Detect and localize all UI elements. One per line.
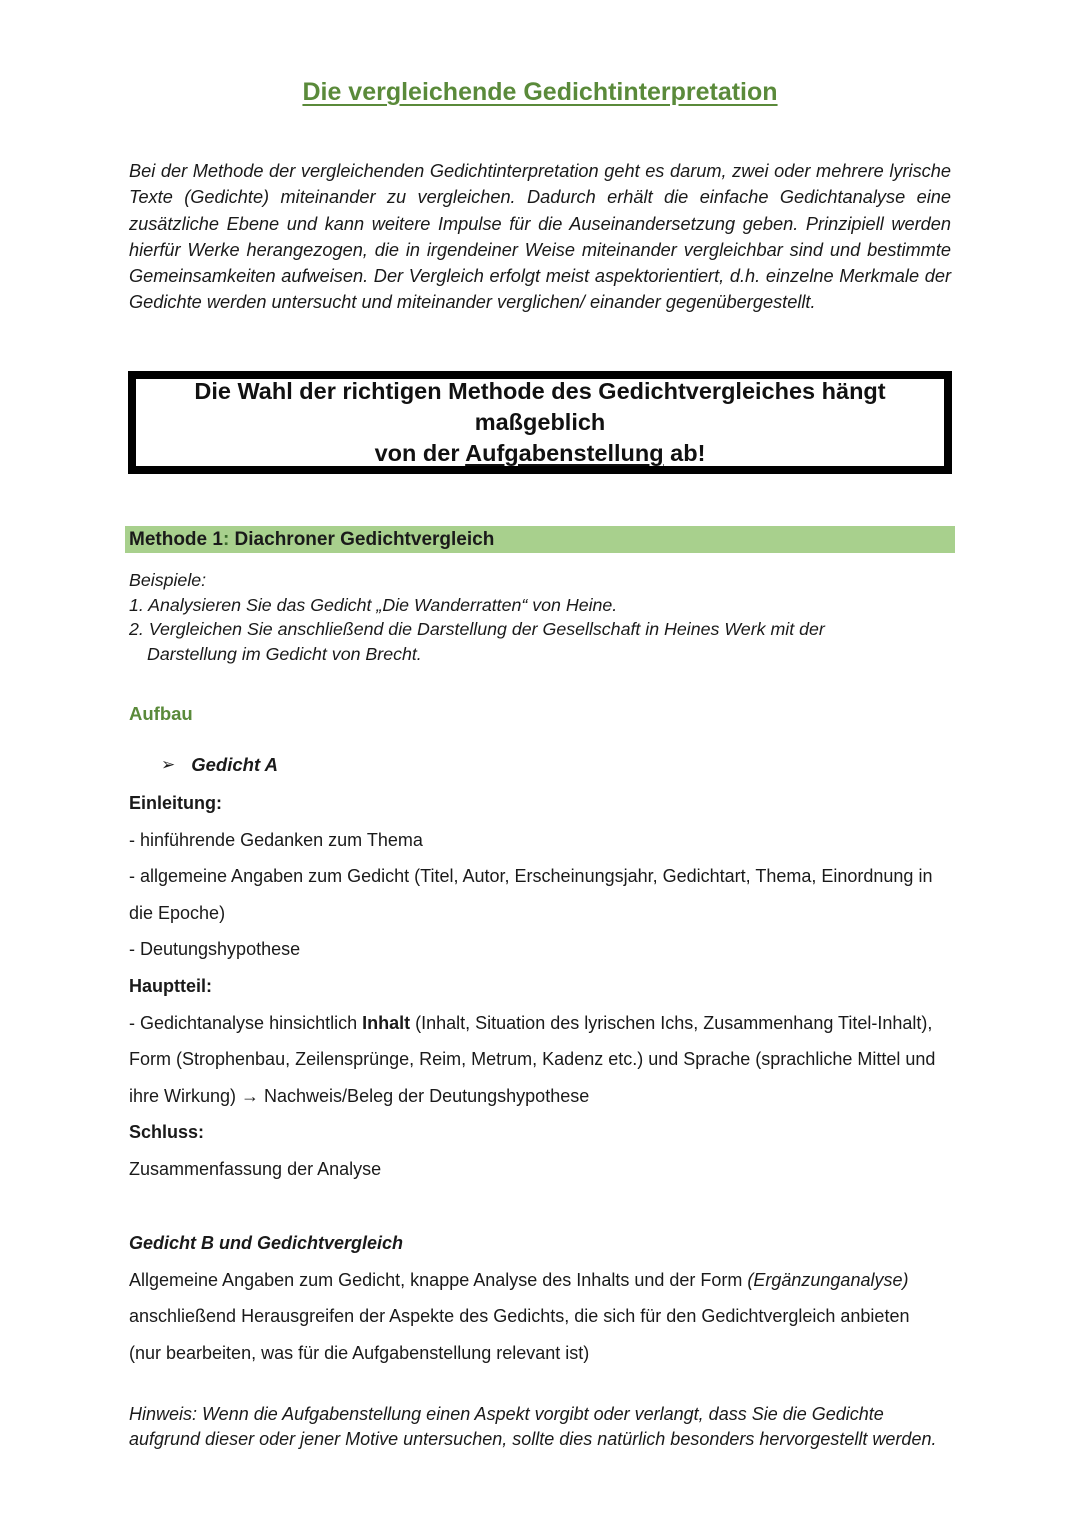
hinweis-line-2: aufgrund dieser oder jener Motive untersuchen, sollte dies natürlich besonders hervorgestellt werden. [129, 1428, 937, 1449]
gedicht-b-line-1-pre: Allgemeine Angaben zum Gedicht, knappe Analyse des Inhalts und der Form [129, 1269, 748, 1290]
gedicht-b-line-1-italic: (Ergänzunganalyse) [747, 1269, 909, 1290]
gedicht-b-line-2: anschließend Herausgreifen der Aspekte des Gedichts, die sich für den Gedichtvergleich anbieten [129, 1306, 910, 1327]
method-label: Methode 1 [129, 529, 223, 550]
examples-block [129, 568, 949, 666]
example-item-2: 2. Vergleichen Sie anschließend die Darstellung der Gesellschaft in Heines Werk mit der [129, 619, 825, 640]
callout-line-1: Die Wahl der richtigen Methode des Gedichtvergleiches hängt maßgeblich [194, 378, 886, 435]
hauptteil-line-1-post: (Inhalt, Situation des lyrischen Ichs, Zusammenhang Titel-Inhalt), [410, 1012, 933, 1033]
einleitung-heading: Einleitung: [129, 793, 222, 813]
gedicht-b-line-3: (nur bearbeiten, was für die Aufgabenstellung relevant ist) [129, 1342, 590, 1363]
method-heading-bar [125, 526, 955, 553]
gedicht-a-label: Gedicht A [191, 754, 278, 775]
hauptteil-line-2: Form (Strophenbau, Zeilensprünge, Reim, Metrum, Kadenz etc.) und Sprache (sprachliche Mittel und [129, 1049, 936, 1070]
callout-post: ab! [663, 440, 706, 466]
structure-body [129, 785, 959, 1188]
schluss-line-1: Zusammenfassung der Analyse [129, 1158, 382, 1179]
method-name: Diachroner Gedichtvergleich [229, 529, 495, 550]
schluss-heading: Schluss: [129, 1122, 205, 1143]
einleitung-line-3: die Epoche) [129, 902, 226, 923]
example-item-1: 1. Analysieren Sie das Gedicht „Die Wanderratten“ von Heine. [129, 594, 618, 615]
page-title: Die vergleichende Gedichtinterpretation [302, 78, 778, 106]
gedicht-b-section [129, 1225, 959, 1371]
hinweis-note [129, 1402, 959, 1451]
hauptteil-line-1-pre: - Gedichtanalyse hinsichtlich [129, 1012, 363, 1033]
gedicht-a-item [161, 754, 278, 776]
callout-pre: von der [374, 440, 466, 466]
arrow-bullet-icon: ➢ [161, 755, 176, 774]
hauptteil-line-3: ihre Wirkung) → Nachweis/Beleg der Deutungshypothese [129, 1085, 590, 1106]
hauptteil-line-1 [129, 1005, 959, 1042]
einleitung-line-1: - hinführende Gedanken zum Thema [129, 829, 423, 850]
intro-paragraph: Bei der Methode der vergleichenden Gedichtinterpretation geht es darum, zwei oder mehrere lyrische Texte (Gedichte) miteinander zu vergleichen. Dadurch erhält die einfache Gedichtanalyse eine zusätzliche Ebene und kann weitere Impulse für die Auseinandersetzung geben. Prinzipiell werden hierfür Werke herangezogen, die in irgendeiner Weise miteinander vergleichbar sind und bestimmte Gemeinsamkeiten aufweisen. Der Vergleich erfolgt meist aspektorientiert, d.h. einzelne Merkmale der Gedichte werden untersucht und miteinander verglichen/ einander gegenübergestellt. [129, 161, 951, 313]
gedicht-b-heading: Gedicht B und Gedichtvergleich [129, 1233, 404, 1253]
einleitung-line-2: - allgemeine Angaben zum Gedicht (Titel, Autor, Erscheinungsjahr, Gedichtart, Thema, Einordnung in [129, 866, 933, 887]
aufbau-heading: Aufbau [129, 703, 193, 724]
method-colon: : [222, 529, 230, 550]
hauptteil-line-1-bold: Inhalt [362, 1012, 411, 1033]
callout-text [136, 376, 944, 469]
examples-heading: Beispiele: [129, 570, 207, 590]
gedicht-b-line-1 [129, 1262, 959, 1299]
hauptteil-heading: Hauptteil: [129, 975, 212, 996]
callout-underlined: Aufgabenstellung [465, 440, 664, 466]
hinweis-line-1: Hinweis: Wenn die Aufgabenstellung einen Aspekt vorgibt oder verlangt, dass Sie die Gedichte [129, 1404, 884, 1424]
einleitung-line-4: - Deutungshypothese [129, 939, 301, 960]
callout-box [128, 371, 952, 474]
example-item-2-cont: Darstellung im Gedicht von Brecht. [147, 643, 422, 664]
